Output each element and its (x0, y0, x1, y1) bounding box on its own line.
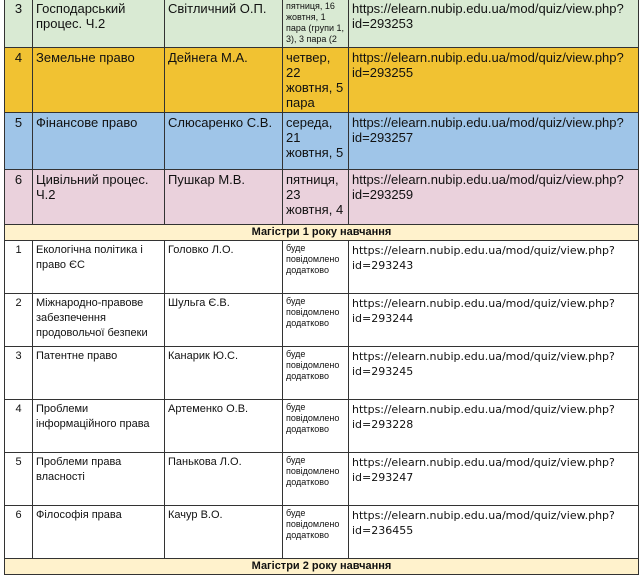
subject-cell: Екологічна політика і право ЄС (33, 241, 165, 294)
quiz-link[interactable]: https://elearn.nubip.edu.ua/mod/quiz/view.php?id=293247 (349, 453, 639, 506)
date-cell: середа, 21 жовтня, 5 (283, 113, 349, 170)
date-cell: буде повідомлено додатково (283, 453, 349, 506)
row-number: 4 (5, 400, 33, 453)
teacher-cell: Дейнега М.А. (165, 48, 283, 113)
date-cell: буде повідомлено додатково (283, 294, 349, 347)
teacher-cell: Пушкар М.В. (165, 170, 283, 225)
section-title: Магістри 1 року навчання (5, 225, 639, 241)
row-number: 4 (5, 48, 33, 113)
date-cell: четвер, 22 жовтня, 5 пара (283, 48, 349, 113)
date-cell: буде повідомлено додатково (283, 506, 349, 559)
teacher-cell: Панькова Л.О. (165, 453, 283, 506)
subject-cell: Міжнародно-правове забезпечення продовольчої безпеки (33, 294, 165, 347)
date-cell: буде повідомлено додатково (283, 241, 349, 294)
row-number: 3 (5, 0, 33, 48)
teacher-cell: Слюсаренко С.В. (165, 113, 283, 170)
quiz-link[interactable]: https://elearn.nubip.edu.ua/mod/quiz/view.php?id=293245 (349, 347, 639, 400)
date-cell: буде повідомлено додатково (283, 400, 349, 453)
section-title: Магістри 2 року навчання (5, 559, 639, 575)
quiz-link[interactable]: https://elearn.nubip.edu.ua/mod/quiz/view.php?id=293257 (349, 113, 639, 170)
row-number: 5 (5, 113, 33, 170)
teacher-cell: Шульга Є.В. (165, 294, 283, 347)
section-header-row (5, 225, 639, 241)
subject-cell: Земельне право (33, 48, 165, 113)
teacher-cell: Артеменко О.В. (165, 400, 283, 453)
subject-cell: Проблеми інформаційного права (33, 400, 165, 453)
quiz-link[interactable]: https://elearn.nubip.edu.ua/mod/quiz/view.php?id=293228 (349, 400, 639, 453)
teacher-cell: Світличний О.П. (165, 0, 283, 48)
table-row (5, 113, 639, 170)
subject-cell: Філософія права (33, 506, 165, 559)
quiz-link[interactable]: https://elearn.nubip.edu.ua/mod/quiz/view.php?id=236455 (349, 506, 639, 559)
row-number: 3 (5, 347, 33, 400)
subject-cell: Патентне право (33, 347, 165, 400)
teacher-cell: Канарик Ю.С. (165, 347, 283, 400)
row-number: 2 (5, 294, 33, 347)
exam-schedule-table (4, 0, 639, 575)
quiz-link[interactable]: https://elearn.nubip.edu.ua/mod/quiz/view.php?id=293259 (349, 170, 639, 225)
table-row (5, 48, 639, 113)
date-cell: буде повідомлено додатково (283, 347, 349, 400)
quiz-link[interactable]: https://elearn.nubip.edu.ua/mod/quiz/view.php?id=293255 (349, 48, 639, 113)
table-row (5, 400, 639, 453)
section-header-row (5, 559, 639, 575)
row-number: 1 (5, 241, 33, 294)
row-number: 6 (5, 506, 33, 559)
row-number: 6 (5, 170, 33, 225)
teacher-cell: Качур В.О. (165, 506, 283, 559)
quiz-link[interactable]: https://elearn.nubip.edu.ua/mod/quiz/view.php?id=293244 (349, 294, 639, 347)
table-row (5, 294, 639, 347)
table-row (5, 241, 639, 294)
table-row (5, 453, 639, 506)
subject-cell: Фінансове право (33, 113, 165, 170)
date-cell: пятниця, 23 жовтня, 4 (283, 170, 349, 225)
table-row (5, 170, 639, 225)
table-row (5, 347, 639, 400)
subject-cell: Господарський процес. Ч.2 (33, 0, 165, 48)
quiz-link[interactable]: https://elearn.nubip.edu.ua/mod/quiz/view.php?id=293253 (349, 0, 639, 48)
date-cell: пятниця, 16 жовтня, 1 пара (групи 1, 3), 3 пара (2 (283, 0, 349, 48)
row-number: 5 (5, 453, 33, 506)
subject-cell: Проблеми права власності (33, 453, 165, 506)
quiz-link[interactable]: https://elearn.nubip.edu.ua/mod/quiz/view.php?id=293243 (349, 241, 639, 294)
subject-cell: Цивільний процес. Ч.2 (33, 170, 165, 225)
table-row (5, 506, 639, 559)
teacher-cell: Головко Л.О. (165, 241, 283, 294)
table-row (5, 0, 639, 48)
